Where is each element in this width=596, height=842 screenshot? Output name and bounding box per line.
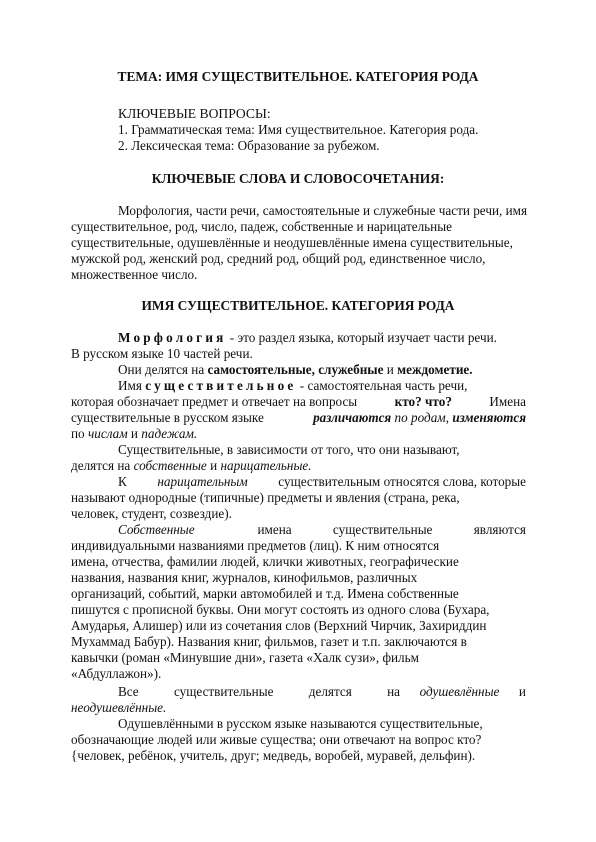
paragraph-animacy-line-2: неодушевлённые. [71, 700, 167, 715]
paragraph-noun-line-4: по числам и падежам. [71, 426, 198, 441]
paragraph-proper-nouns-line-2: индивидуальными названиями предметов (лиц). К ним относятся [71, 538, 440, 553]
keywords-line-2: существительное, род, число, падеж, собственные и нарицательные [71, 219, 452, 234]
paragraph-parts-of-speech: Они делятся на самостоятельные, служебные и междометие. [118, 362, 473, 377]
paragraph-proper-nouns-line-6: пишутся с прописной буквы. Они могут состоять из одного слова (Бухара, [71, 602, 490, 617]
keywords-line-4: мужской род, женский род, средний род, общий род, единственное число, [71, 251, 486, 266]
paragraph-noun-line-3: существительные в русском языке различаются по родам, изменяются [71, 410, 526, 425]
paragraph-proper-nouns-line-10: «Абдуллажон»). [71, 666, 162, 681]
key-question-1: 1. Грамматическая тема: Имя существительное. Категория рода. [118, 122, 479, 137]
term-noun: существительное [145, 378, 297, 393]
paragraph-morphology: Морфология - это раздел языка, который изучает части речи. [118, 330, 497, 345]
paragraph-animate-nouns-line-2: обозначающие людей или живые существа; они отвечают на вопрос кто? [71, 732, 482, 747]
paragraph-proper-nouns-line-3: имена, отчества, фамилии людей, клички животных, географические [71, 554, 459, 569]
paragraph-classification: Существительные, в зависимости от того, что они называют, [118, 442, 460, 457]
paragraph-animate-nouns: Одушевлёнными в русском языке называются существительные, [118, 716, 483, 731]
paragraph-noun-line-2: которая обозначает предмет и отвечает на вопросы кто? что? Имена [71, 394, 526, 409]
paragraph-proper-nouns-line-5: организаций, событий, марки автомобилей и т.д. Имена собственные [71, 586, 459, 601]
keywords-line-3: существительные, одушевлённые и неодушевлённые имена существительные, [71, 235, 513, 250]
paragraph-proper-nouns: Собственные имена существительные являются [118, 522, 526, 537]
paragraph-proper-nouns-line-9: кавычки (роман «Минувшие дни», газета «Халк сузи», фильм [71, 650, 420, 665]
term-morphology: Морфология [118, 330, 227, 345]
section-title: ИМЯ СУЩЕСТВИТЕЛЬНОЕ. КАТЕГОРИЯ РОДА [141, 298, 455, 313]
paragraph-common-nouns: К нарицательным существительным относятся слова, которые [118, 474, 526, 489]
paragraph-proper-nouns-line-7: Амударья, Алишер) или из сочетания слов (Верхний Чирчик, Захириддин [71, 618, 487, 633]
paragraph-common-nouns-line-3: человек, студент, созвездие). [71, 506, 232, 521]
paragraph-proper-nouns-line-4: названия, названия книг, журналов, кинофильмов, различных [71, 570, 418, 585]
paragraph-animacy: Все существительные делятся на одушевлённые и [118, 684, 526, 699]
key-question-2: 2. Лексическая тема: Образование за рубежом. [118, 138, 380, 153]
keywords-line-5: множественное число. [71, 267, 198, 282]
keywords-heading: КЛЮЧЕВЫЕ СЛОВА И СЛОВОСОЧЕТАНИЯ: [151, 171, 445, 186]
paragraph-proper-nouns-line-8: Мухаммад Бабур). Названия книг, фильмов, газет и т.п. заключаются в [71, 634, 467, 649]
paragraph-animate-nouns-line-3: {человек, ребёнок, учитель, друг; медведь, воробей, муравей, дельфин). [71, 748, 476, 763]
page-title: ТЕМА: ИМЯ СУЩЕСТВИТЕЛЬНОЕ. КАТЕГОРИЯ РОДА [117, 69, 479, 84]
key-questions-heading: КЛЮЧЕВЫЕ ВОПРОСЫ: [118, 106, 271, 121]
paragraph-classification-line-2: делятся на собственные и нарицательные. [71, 458, 312, 473]
paragraph-common-nouns-line-2: называют однородные (типичные) предметы и явления (страна, река, [71, 490, 460, 505]
paragraph-noun-definition: Имя существительное - самостоятельная часть речи, [118, 378, 468, 393]
keywords-line-1: Морфология, части речи, самостоятельные и служебные части речи, имя [118, 203, 528, 218]
paragraph-morphology-line-2: В русском языке 10 частей речи. [71, 346, 253, 361]
